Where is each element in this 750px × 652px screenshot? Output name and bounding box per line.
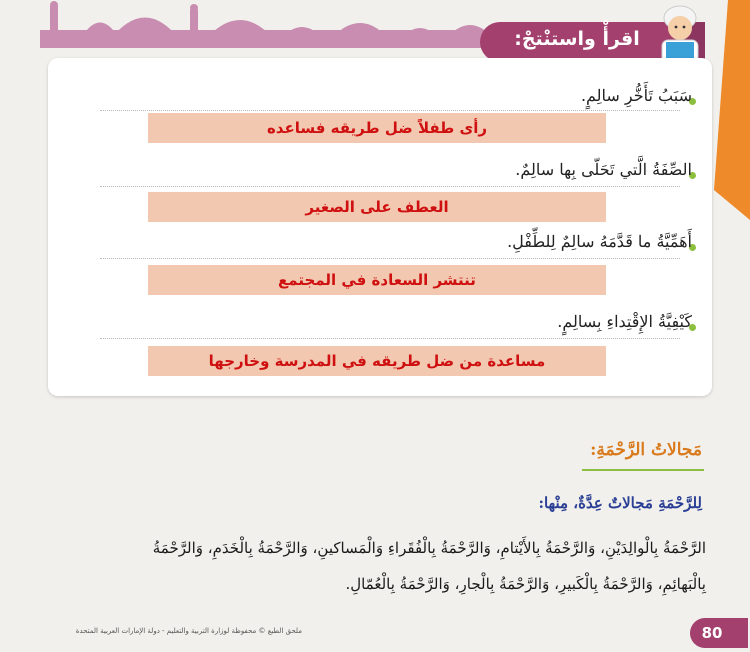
answer-field[interactable]: رأى طفلاً ضل طريقه فساعده	[148, 113, 606, 143]
copyright-note: ملحق الطبع © محفوظة لوزارة التربية والتعليم - دولة الإمارات العربية المتحدة	[75, 627, 302, 635]
answer-field[interactable]: مساعدة من ضل طريقه في المدرسة وخارجها	[148, 346, 606, 376]
question-label: أَهَمِّيَّةُ ما قَدَّمَهُ سالِمٌ لِلطِّفْلِ.	[507, 232, 692, 251]
section-subtitle: لِلرَّحْمَةِ مَجالاتٌ عِدَّةٌ، مِنْها:	[538, 494, 702, 512]
answer-field[interactable]: العطف على الصغير	[148, 192, 606, 222]
answer-line	[100, 110, 680, 111]
question-label: كَيْفِيَّةُ الإِقْتِداءِ بِسالِمٍ.	[557, 312, 692, 331]
body-line: بِالْبَهائِمِ، وَالرَّحْمَةُ بِالْكَبيرِ، وَالرَّحْمَةُ بِالْجارِ، وَالرَّحْمَةُ بِالْعُمّالِ.	[345, 575, 706, 593]
section-body	[66, 530, 706, 602]
page-number: 80	[701, 624, 723, 642]
answer-line	[100, 258, 680, 259]
body-line: الرَّحْمَةُ بِالْوالِدَيْنِ، وَالرَّحْمَةُ بِالأَيْتامِ، وَالرَّحْمَةُ بِالْفُقَراءِ وَالْمَساكينِ، وَالرَّحْمَةُ بِالْخَدَمِ، وَالرَّحْمَةُ	[152, 539, 706, 557]
answer-line	[100, 338, 680, 339]
page-number-badge	[690, 618, 734, 648]
mosque-skyline-decoration	[40, 0, 500, 48]
question-label: الصِّفَةُ الَّتي تَحَلّى بِها سالِمٌ.	[515, 160, 692, 179]
answer-line	[100, 186, 680, 187]
section-header-title: اقرأْ واستنْتجْ:	[514, 28, 640, 50]
answer-field[interactable]: تنتشر السعادة في المجتمع	[148, 265, 606, 295]
section-underline	[582, 469, 704, 471]
section-title: مَجالاتُ الرَّحْمَةِ:	[590, 440, 702, 460]
chapter-side-tab	[714, 0, 750, 220]
question-label: سَبَبُ تَأَخُّرِ سالِمٍ.	[580, 86, 692, 105]
